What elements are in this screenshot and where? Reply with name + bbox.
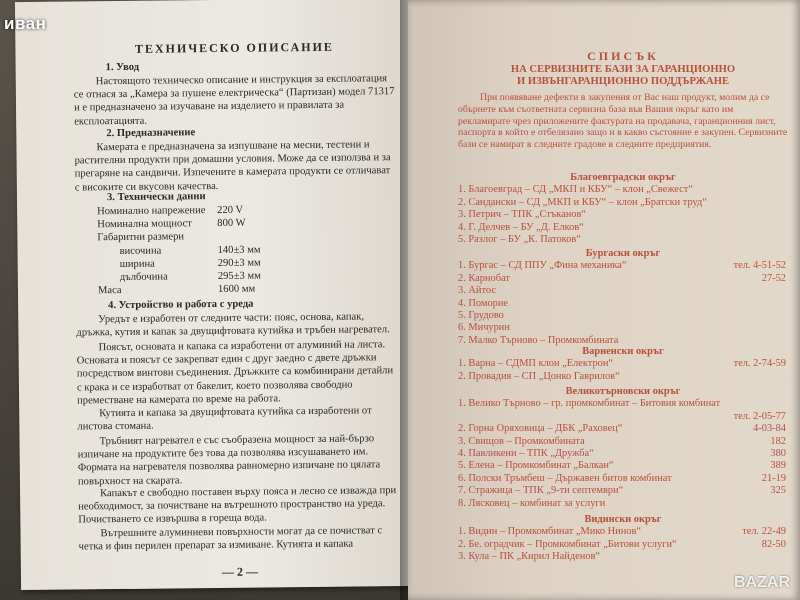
list-item: 2. Горна Оряховица – ДБК „Раховец“ 4-03-84 — [458, 423, 786, 435]
list-item: тел. 2-05-77 — [733, 410, 786, 422]
list-item: 3. Айтос — [458, 285, 496, 297]
section-1-text: Настоящото техническо описание и инструкция за експлоатация се отнася за „Камера за пушене електрическа“ (Партизан) модел 71317 и е предназначено за изучаване на изделието и правилата за експлоатацията. — [73, 73, 395, 128]
section-2-text: Камерата е предназначена за изпушване на месни, тестени и растителни продукти при домашни условия. Може да се използва и за прегаряне на сандвичи. Изпечените в камерата продукти се отличават с високите си вкусови качества. — [74, 139, 391, 194]
page-number: — 2 — — [221, 564, 258, 579]
list-item: 1. Видин – Промкомбинат „Мико Нинов“ тел. 22-49 — [458, 526, 786, 538]
list-item: 7. Малко Търново – Промкомбината — [458, 334, 619, 346]
region-heading: Варненски окръг — [582, 346, 664, 357]
list-item: 2. Бе. оградчик – Промкомбинат „Битови услуги“ 82-50 — [458, 538, 786, 550]
intro-text: При появяване дефекти в закупения от Вас наш продукт, молим да се обърнете към съответната сервизна база във Вашия окръг като им рекламирате чрез приложените фактурата на продавача, гаранционния лист, паспорта в който е отбелязано защо и в какво състояние е закупен. Сервизните бази се намират в следните градове в следните предприятия. — [458, 92, 788, 151]
list-item: 5. Елена – Промкомбинат „Балкан“ 389 — [458, 460, 786, 472]
list-item: 4. Г. Делчев – БУ „Д. Елков“ — [458, 221, 584, 233]
list-item: 8. Лясковец – комбинат за услуги — [458, 497, 606, 509]
list-item: 2. Сандански – СД „МКП и КБУ“ – клон „Братски труд“ — [458, 196, 707, 208]
paragraph-4: Тръбният нагревател е със съобразена мощност за най-бързо изпичане на продуктите без това да позволява изсушаването им. Формата на нагревателя позволява равномерно изпичане по цялата повърхност на скарата. — [77, 433, 381, 488]
right-page — [408, 0, 800, 600]
list-item: 6. Полски Тръмбеш – Държавен битов комбинат 21-19 — [458, 472, 786, 484]
paragraph-3: Кутията и капака за двущифтовата кутийка са изработени от листова стомана. — [77, 405, 372, 433]
spec-row: Номинална мощност 800 W — [97, 217, 246, 231]
bazar-logo: BAZAR — [734, 574, 790, 591]
list-item: 4. Поморие — [458, 297, 509, 309]
watermark-username: иван — [4, 14, 47, 33]
left-page — [15, 0, 415, 590]
spec-row: височина 140±3 мм — [119, 244, 261, 257]
region-heading: Благоевградски окръг — [570, 172, 676, 183]
section-2-heading: 2. Предназначение — [106, 127, 196, 140]
spec-table — [97, 203, 358, 298]
left-page-title: ТЕХНИЧЕСКО ОПИСАНИЕ — [134, 39, 334, 56]
region-list-burgas — [458, 248, 788, 347]
paragraph-1: Уредът е изработен от следните части: пояс, основа, капак, дръжка, кутия и капак за двущифтовата кутийка и тръбен нагревател. — [76, 311, 390, 339]
section-3-heading: 3. Технически данни — [106, 191, 206, 204]
list-item: 5. Разлог – БУ „К. Патоков“ — [458, 234, 581, 246]
spec-row: ширина 290±3 мм — [119, 257, 261, 270]
right-page-subtitle-1: НА СЕРВИЗНИТЕ БАЗИ ЗА ГАРАНЦИОННО — [510, 64, 736, 75]
spec-row: Габаритни размери — [97, 231, 185, 244]
list-item: 1. Благоевград – СД „МКП и КБУ“ – клон „Свежест“ — [458, 184, 693, 196]
spec-row: Маса 1600 мм — [97, 283, 256, 297]
right-page-title: СПИСЪК — [587, 49, 659, 63]
list-item: 6. Мичурин — [458, 322, 510, 334]
right-page-subtitle-2: И ИЗВЪНГАРАНЦИОННО ПОДДЪРЖАНЕ — [516, 76, 730, 87]
list-item: 3. Свищов – Промкомбината 182 — [458, 435, 786, 447]
paragraph-2: Поясът, основата и капака са изработени от алуминий на листа. Основата и поясът се закрепват един с друг заедно с двете дръжки посредством винтови съединения. Дръжките са комбинирани детайли с крака и се изработват от бакелит, което позволява свободно преместване на камерата по време на работа. — [76, 339, 394, 407]
list-item: 2. Провадия – СП „Цонко Гаврилов“ — [458, 370, 620, 382]
spec-row: Номинално напрежение 220 V — [97, 204, 244, 218]
list-item: 1. Варна – СДМП клон „Електрон“ тел. 2-74-59 — [458, 358, 786, 370]
region-list-blagoevgrad — [458, 172, 788, 246]
spec-row: дълбочина 295±3 мм — [119, 270, 261, 284]
list-item: 3. Петрич – ТПК „Стъканов“ — [458, 209, 587, 221]
region-heading: Великотърновски окръг — [565, 386, 681, 397]
list-item: 5. Грудово — [458, 310, 504, 322]
list-item: 3. Кула – ПК „Кирил Найденов“ — [458, 551, 600, 563]
list-item: 1. Велико Търново – гр. промкомбинат – Битовия комбинат — [458, 398, 721, 410]
list-item: 7. Стражица – ТПК „9-ти септември“ 325 — [458, 485, 786, 497]
list-item: 4. Павликени – ТПК „Дружба“ 380 — [458, 448, 786, 460]
list-item: 2. Карнобат 27-52 — [458, 272, 786, 284]
region-list-varna — [458, 346, 788, 383]
section-4-heading: 4. Устройство и работа с уреда — [108, 298, 254, 312]
region-heading: Видински окръг — [584, 514, 662, 525]
list-item: 1. Бургас – СД ППУ „Фина механика“ тел. 4-51-52 — [458, 260, 786, 272]
region-list-veliko-tarnovo — [458, 386, 788, 510]
region-list-vidin — [458, 514, 788, 564]
paragraph-6: Вътрешните алуминиеви повърхности могат да се почистват с четка и фин перилен препарат за измиване. Кутията и капака — [78, 525, 383, 553]
region-heading: Бургаски окръг — [585, 248, 661, 259]
paragraph-5: Капакът е свободно поставен върху пояса и лесно се изважда при необходимост, за почистване на вътрешното пространство на уреда. Почистването се извършва в гореща вода. — [78, 485, 397, 526]
section-1-heading: 1. Увод — [105, 61, 140, 74]
